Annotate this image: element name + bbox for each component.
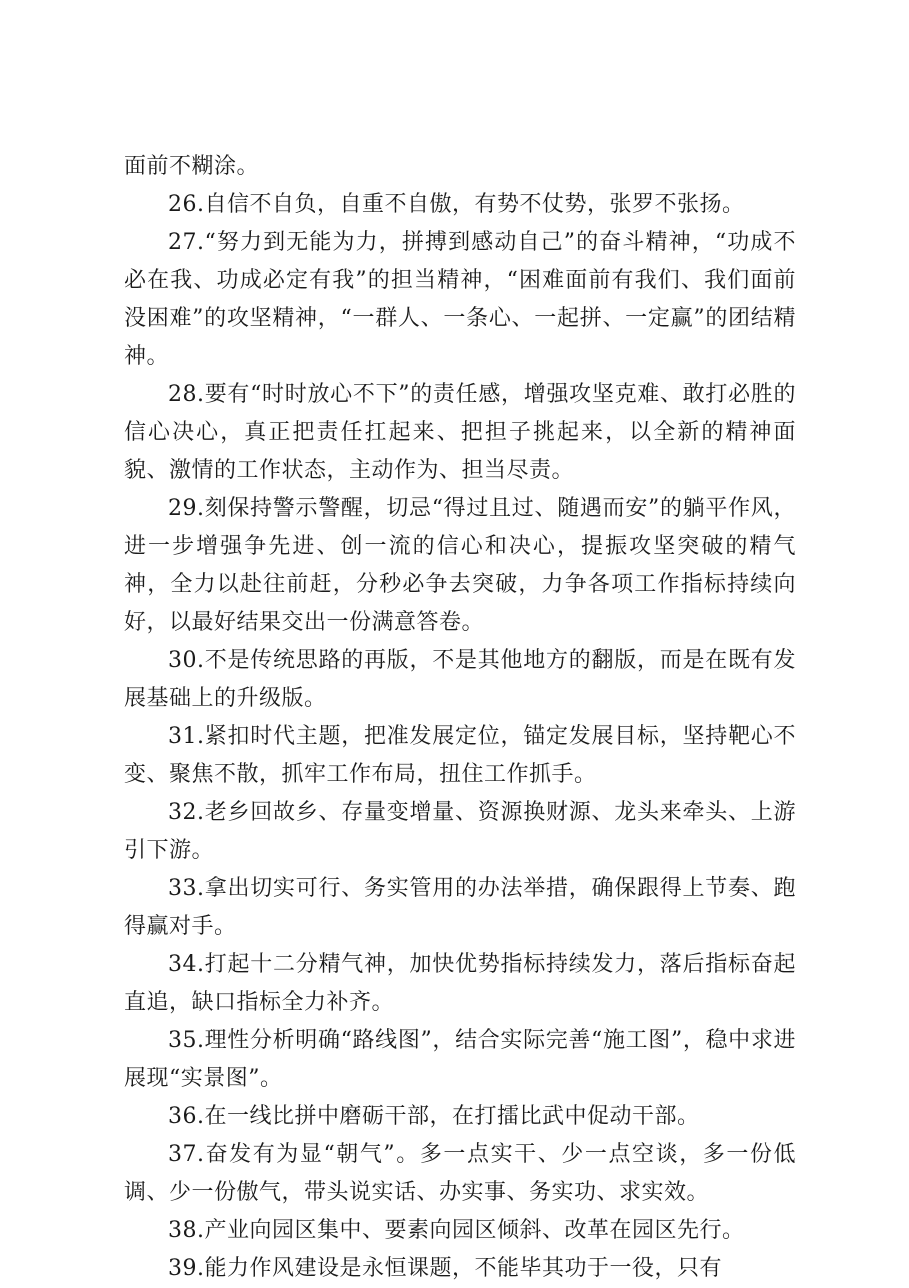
paragraph-31: 31.紧扣时代主题，把准发展定位，锚定发展目标，坚持靶心不变、聚焦不散，抓牢工作布局，扭住工作抓手。 [124,724,796,787]
paragraph-37: 37.奋发有为显“朝气”。多一点实干、少一点空谈，多一份低调、少一份傲气，带头说实话、办实事、务实功、求实效。 [124,1142,796,1205]
paragraph-39: 39.能力作风建设是永恒课题，不能毕其功于一役，只有 [168,1256,722,1281]
paragraph-33: 33.拿出切实可行、务实管用的办法举措，确保跟得上节奏、跑得赢对手。 [124,876,796,939]
document-body [124,148,796,1288]
paragraph-32: 32.老乡回故乡、存量变增量、资源换财源、龙头来牵头、上游引下游。 [124,800,796,863]
paragraph-35: 35.理性分析明确“路线图”，结合实际完善“施工图”，稳中求进展现“实景图”。 [124,1028,796,1091]
paragraph-34: 34.打起十二分精气神，加快优势指标持续发力，落后指标奋起直追，缺口指标全力补齐。 [124,952,796,1015]
paragraph-27: 27.“努力到无能为力，拼搏到感动自己”的奋斗精神，“功成不必在我、功成必定有我”的担当精神，“困难面前有我们、我们面前没困难”的攻坚精神，“一群人、一条心、一起拼、一定赢”的团结精神。 [124,230,796,369]
paragraph-36: 36.在一线比拼中磨砺干部，在打擂比武中促动干部。 [168,1104,700,1129]
paragraph-29: 29.刻保持警示警醒，切忌“得过且过、随遇而安”的躺平作风，进一步增强争先进、创一流的信心和决心，提振攻坚突破的精气神，全力以赴往前赶，分秒必争去突破，力争各项工作指标持续向好，以最好结果交出一份满意答卷。 [124,496,796,635]
paragraph-28: 28.要有“时时放心不下”的责任感，增强攻坚克难、敢打必胜的信心决心，真正把责任扛起来、把担子挑起来，以全新的精神面貌、激情的工作状态，主动作为、担当尽责。 [124,382,796,483]
paragraph-continuation: 面前不糊涂。 [124,154,260,179]
paragraph-26: 26.自信不自负，自重不自傲，有势不仗势，张罗不张扬。 [168,192,745,217]
paragraph-38: 38.产业向园区集中、要素向园区倾斜、改革在园区先行。 [168,1218,745,1243]
paragraph-30: 30.不是传统思路的再版，不是其他地方的翻版，而是在既有发展基础上的升级版。 [124,648,796,711]
